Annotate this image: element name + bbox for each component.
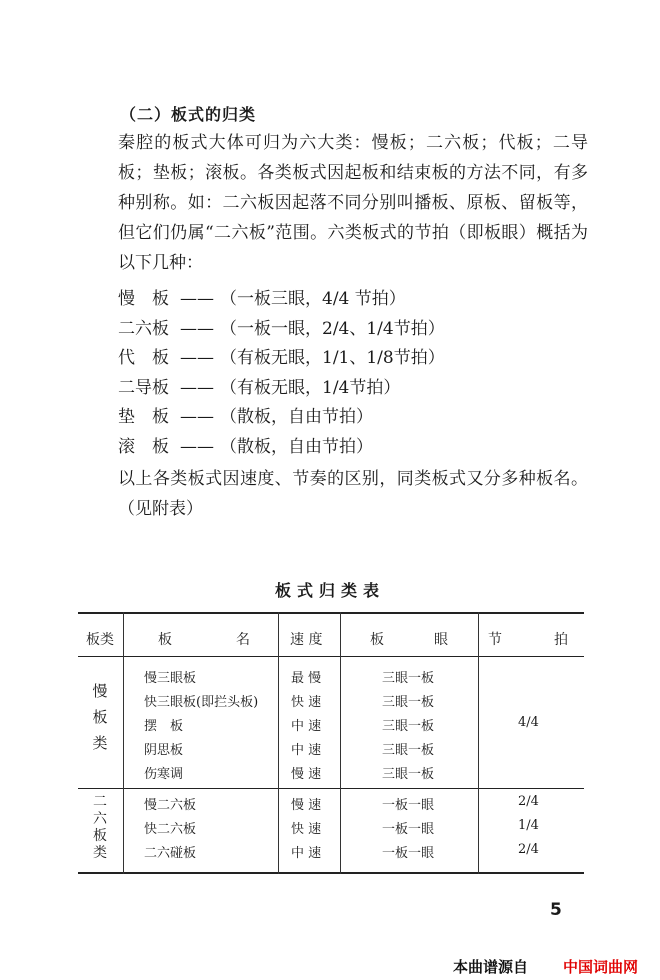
category-char: 板 — [92, 708, 108, 726]
table-title: 板式归类表 — [274, 581, 385, 600]
table-column-rule — [123, 612, 124, 874]
intro-text: 秦腔的板式大体可归为六大类：慢板；二六板；代板；二导板；垫板；滚板。各类板式因起板和结束板的方法不同，有多种别称。如：二六板因起落不同分别叫播板、原板、留板等，但它们仍属“二六板”范围。六类板式的节拍（即板眼）概括为以下几种： — [118, 133, 588, 273]
meter-list — [118, 285, 445, 462]
meter-description: （散板，自由节拍） — [220, 436, 373, 457]
board-type-name: 垫 板 — [118, 407, 169, 427]
meter-list-item — [118, 433, 445, 463]
row-speed: 快 速 — [291, 695, 322, 710]
row-name: 摆 板 — [144, 719, 184, 734]
dash: —— — [180, 318, 214, 339]
meter-list-item — [118, 403, 445, 433]
category-char: 板 — [93, 828, 107, 844]
row-speed: 慢 速 — [291, 767, 322, 782]
table-header-rule — [78, 656, 584, 657]
row-name: 慢三眼板 — [144, 671, 197, 686]
header-category: 板类 — [86, 632, 114, 648]
header-meter-left: 节 — [488, 632, 502, 648]
table-top-rule — [78, 612, 584, 614]
header-beat-right: 眼 — [434, 632, 448, 648]
meter-description: （一板三眼，4/4 节拍） — [220, 289, 406, 309]
row-beat: 一板一眼 — [382, 822, 435, 837]
dash: —— — [180, 407, 214, 427]
row-beat: 三眼一板 — [382, 767, 435, 782]
category-char: 类 — [93, 845, 107, 861]
row-speed: 中 速 — [291, 743, 322, 758]
row-name: 伤寒调 — [144, 767, 184, 782]
table-group-rule — [78, 788, 584, 789]
row-beat: 三眼一板 — [382, 743, 435, 758]
classification-table — [78, 612, 584, 874]
header-meter-right: 拍 — [554, 632, 568, 648]
meter-list-item — [118, 344, 445, 374]
board-type-name: 滚 板 — [118, 436, 169, 457]
board-type-name: 代 板 — [118, 348, 169, 368]
row-beat: 一板一眼 — [382, 846, 435, 861]
header-name-left: 板 — [158, 632, 172, 648]
row-beat: 三眼一板 — [382, 695, 435, 710]
closing-paragraph — [118, 464, 588, 524]
watermark-source-text: 本曲谱源自 — [453, 958, 529, 976]
row-name: 二六碰板 — [144, 846, 197, 861]
row-speed: 最 慢 — [291, 671, 322, 686]
row-meter: 2/4 — [518, 794, 539, 809]
row-speed: 慢 速 — [291, 798, 322, 813]
table-bottom-rule — [78, 872, 584, 874]
watermark-site-name: 中国词曲网 — [563, 958, 639, 976]
category-label-slow — [90, 678, 110, 756]
row-meter: 1/4 — [518, 818, 539, 833]
meter-description: （有板无眼，1/4节拍） — [220, 377, 401, 398]
category-char: 六 — [93, 811, 107, 827]
page-number: 5 — [550, 900, 562, 920]
meter-list-item — [118, 315, 445, 345]
meter-description: （散板，自由节拍） — [220, 407, 373, 427]
row-meter: 2/4 — [518, 842, 539, 857]
table-column-rule — [278, 612, 279, 874]
row-name: 慢二六板 — [144, 798, 197, 813]
dash: —— — [180, 377, 214, 398]
dash: —— — [180, 289, 214, 309]
header-beat-left: 板 — [370, 632, 384, 648]
header-name-right: 名 — [236, 632, 250, 648]
row-name: 阴思板 — [144, 743, 184, 758]
section-heading: （二）板式的归类 — [120, 105, 257, 124]
closing-text: 以上各类板式因速度、节奏的区别，同类板式又分多种板名。（见附表） — [118, 469, 588, 519]
row-meter: 4/4 — [518, 715, 539, 730]
category-char: 二 — [93, 794, 107, 810]
table-column-rule — [478, 612, 479, 874]
dash: —— — [180, 348, 214, 368]
meter-list-item — [118, 374, 445, 404]
category-label-erliu — [90, 794, 110, 862]
meter-description: （一板一眼，2/4、1/4节拍） — [220, 318, 445, 339]
board-type-name: 二导板 — [118, 377, 169, 398]
row-name: 快三眼板(即拦头板) — [144, 695, 259, 710]
meter-description: （有板无眼，1/1、1/8节拍） — [220, 348, 445, 368]
header-speed: 速 度 — [290, 632, 323, 648]
board-type-name: 慢 板 — [118, 289, 169, 309]
table-column-rule — [340, 612, 341, 874]
row-beat: 三眼一板 — [382, 671, 435, 686]
category-char: 慢 — [92, 682, 108, 700]
category-char: 类 — [92, 734, 108, 752]
row-beat: 三眼一板 — [382, 719, 435, 734]
row-speed: 快 速 — [291, 822, 322, 837]
board-type-name: 二六板 — [118, 318, 169, 339]
row-name: 快二六板 — [144, 822, 197, 837]
dash: —— — [180, 436, 214, 457]
row-speed: 中 速 — [291, 846, 322, 861]
meter-list-item — [118, 285, 445, 315]
intro-paragraph — [118, 128, 588, 278]
row-beat: 一板一眼 — [382, 798, 435, 813]
row-speed: 中 速 — [291, 719, 322, 734]
